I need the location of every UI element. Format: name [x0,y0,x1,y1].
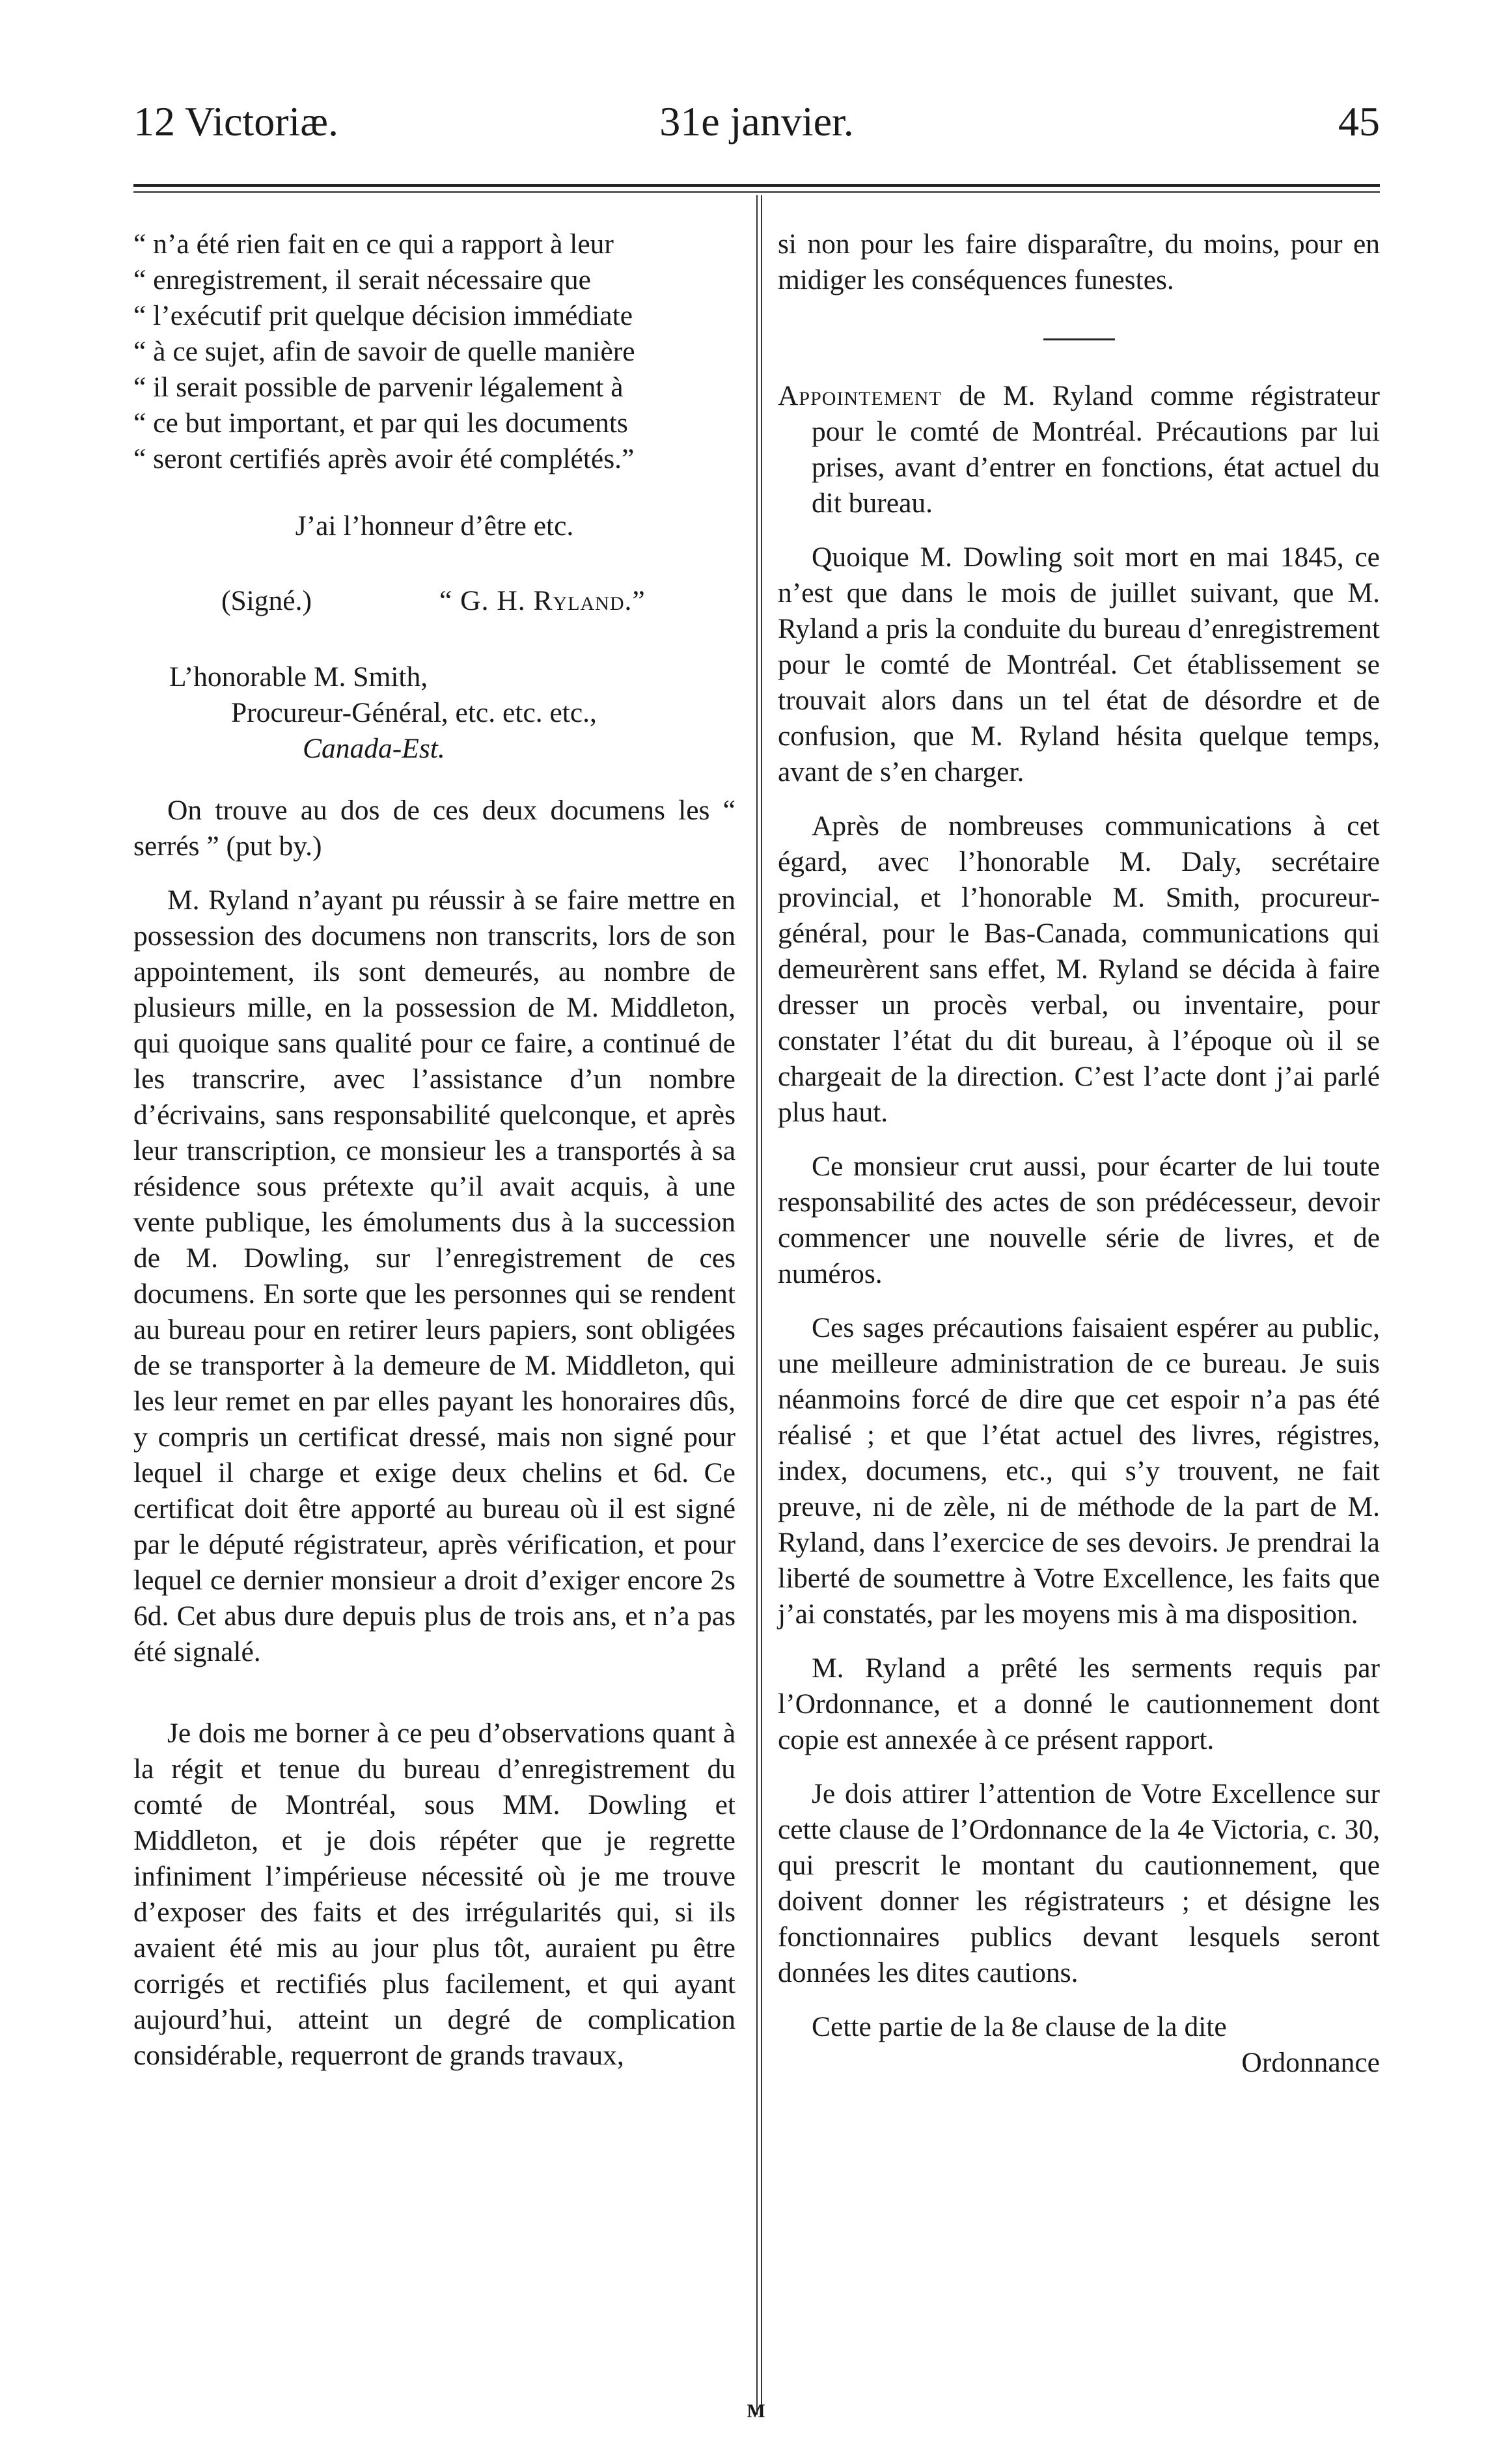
quote-line: “ à ce sujet, afin de savoir de quelle manière [133,336,635,367]
signature-row [133,583,735,619]
paragraph: Quoique M. Dowling soit mort en mai 1845, ce n’est que dans le mois de juillet suivant, que M. Ryland a pris la conduite du bureau d’enregistrement pour le comté de Montréal. Cet établissement se trouvait alors dans un tel état de désordre et de confusion, que M. Ryland hésita quelque temps, avant de s’en charger. [778,542,1380,788]
address-line-3: Canada-Est. [303,733,445,764]
paragraph: Cette partie de la 8e clause de la dite [812,2011,1227,2042]
address-line-1: L’honorable M. Smith, [169,661,428,693]
paragraph: Après de nombreuses communications à cet égard, avec l’honorable M. Daly, secrétaire provincial, et l’honorable M. Smith, procureur-général, pour le Bas-Canada, communications qui demeurèrent sans effet, M. Ryland se décida à faire dresser un procès verbal, ou inventaire, pour constater l’état du dit bureau, à l’époque où il se chargeait de la direction. C’est l’acte dont j’ai parlé plus haut. [778,810,1380,1128]
running-title-left: 12 Victoriæ. [133,98,338,144]
catchword: Ordonnance [1241,2047,1380,2078]
quote-line: “ il serait possible de parvenir légalement à [133,372,624,403]
section-rule [1043,338,1115,340]
paragraph: Ce monsieur crut aussi, pour écarter de lui toute responsabilité des actes de son prédécesseur, devoir commencer une nouvelle série de livres, et de numéros. [778,1151,1380,1289]
paragraph: Je dois me borner à ce peu d’observations quant à la régit et tenue du bureau d’enregistrement du comté de Montréal, sous MM. Dowling et Middleton, et je dois répéter que je regrette infiniment l’impérieuse nécessité où je me trouve d’exposer des faits et des irrégularités qui, si ils avaient été mis au jour plus tôt, auraient pu être corrigés et rectifiés plus facilement, et qui ayant aujourd’hui, atteint un degré de complication considérable, requerront de grands travaux, [133,1718,735,2071]
quote-line: “ seront certifiés après avoir été complétés.” [133,443,635,474]
section-heading-lead: Appointement [778,380,942,411]
letter-closing: J’ai l’honneur d’être etc. [295,510,574,542]
paragraph-continued: si non pour les faire disparaître, du moins, pour en midiger les conséquences funestes. [778,228,1380,295]
quote-line: “ l’exécutif prit quelque décision immédiate [133,300,633,331]
paragraph: Ces sages précautions faisaient espérer au public, une meilleure administration de ce bureau. Je suis néanmoins forcé de dire que cet espoir n’a pas été réalisé ; et que l’état actuel des livres, régistres, index, documens, etc., qui s’y trouvent, ne fait preuve, ni de zèle, ni de méthode de la part de M. Ryland, dans l’exercice de ses devoirs. Je prendrai la liberté de soumettre à Votre Excellence, les faits que j’ai constatés, par les moyens mis à ma disposition. [778,1312,1380,1630]
column-divider [756,195,762,2415]
right-column [778,226,1380,2081]
paragraph: M. Ryland n’ayant pu réussir à se faire mettre en possession des documens non transcrits, lors de son appointement, ils sont demeurés, au nombre de plusieurs mille, en la possession de M. Middleton, qui quoique sans qualité pour ce faire, a continué de les transcrire, avec l’assistance d’un nombre d’écrivains, sans responsabilité quelconque, et après leur transcription, ce monsieur les a transportés à sa résidence sous prétexte qu’il avait acquis, à une vente publique, les émoluments dus à la succession de M. Dowling, sur l’enregistrement de ces documens. En sorte que les personnes qui se rendent au bureau pour en retirer leurs papiers, sont obligées de se transporter à la demeure de M. Middleton, qui les leur remet en par elles payant les honoraires dûs, y compris un certificat dressé, mais non signé pour lequel il charge et exige deux chelins et 6d. Ce certificat doit être apporté au bureau où il est signé par le député régistrateur, après vérification, et pour lequel ce dernier monsieur a droit d’exiger encore 2s 6d. Cet abus dure depuis plus de trois ans, et n’a pas été signalé. [133,885,735,1667]
left-column [133,226,735,2074]
signature-name: “ G. H. Ryland.” [439,585,646,616]
section-heading [778,378,1380,521]
quote-line: “ n’a été rien fait en ce qui a rapport à leur [133,228,614,260]
page-header [133,98,1380,156]
paragraph: Je dois attirer l’attention de Votre Excellence sur cette clause de l’Ordonnance de la 4e Victoria, c. 30, qui prescrit le montant du cautionnement, que doivent donner les régistrateurs ; et désigne les fonctionnaires publics devant lesquels seront données les dites cautions. [778,1778,1380,1988]
page-number: 45 [1338,98,1380,144]
signature-mark: M [747,2400,765,2422]
quoted-letter-excerpt [133,226,735,477]
signed-label: (Signé.) [221,585,312,616]
address-line-2: Procureur-Général, etc. etc. etc., [231,697,597,728]
paragraph: On trouve au dos de ces deux documens les “ serrés ” (put by.) [133,795,735,862]
quote-line: “ ce but important, et par qui les documents [133,407,628,439]
paragraph: M. Ryland a prêté les serments requis par l’Ordonnance, et a donné le cautionnement dont copie est annexée à ce présent rapport. [778,1653,1380,1755]
section-heading-text: de M. Ryland comme régistrateur pour le comté de Montréal. Précautions par lui prises, avant d’entrer en fonctions, état actuel du dit bureau. [812,380,1380,519]
running-title-date: 31e janvier. [659,98,854,144]
header-rule-thick [133,184,1380,187]
quote-line: “ enregistrement, il serait nécessaire que [133,264,591,295]
header-rule-thin [133,191,1380,193]
